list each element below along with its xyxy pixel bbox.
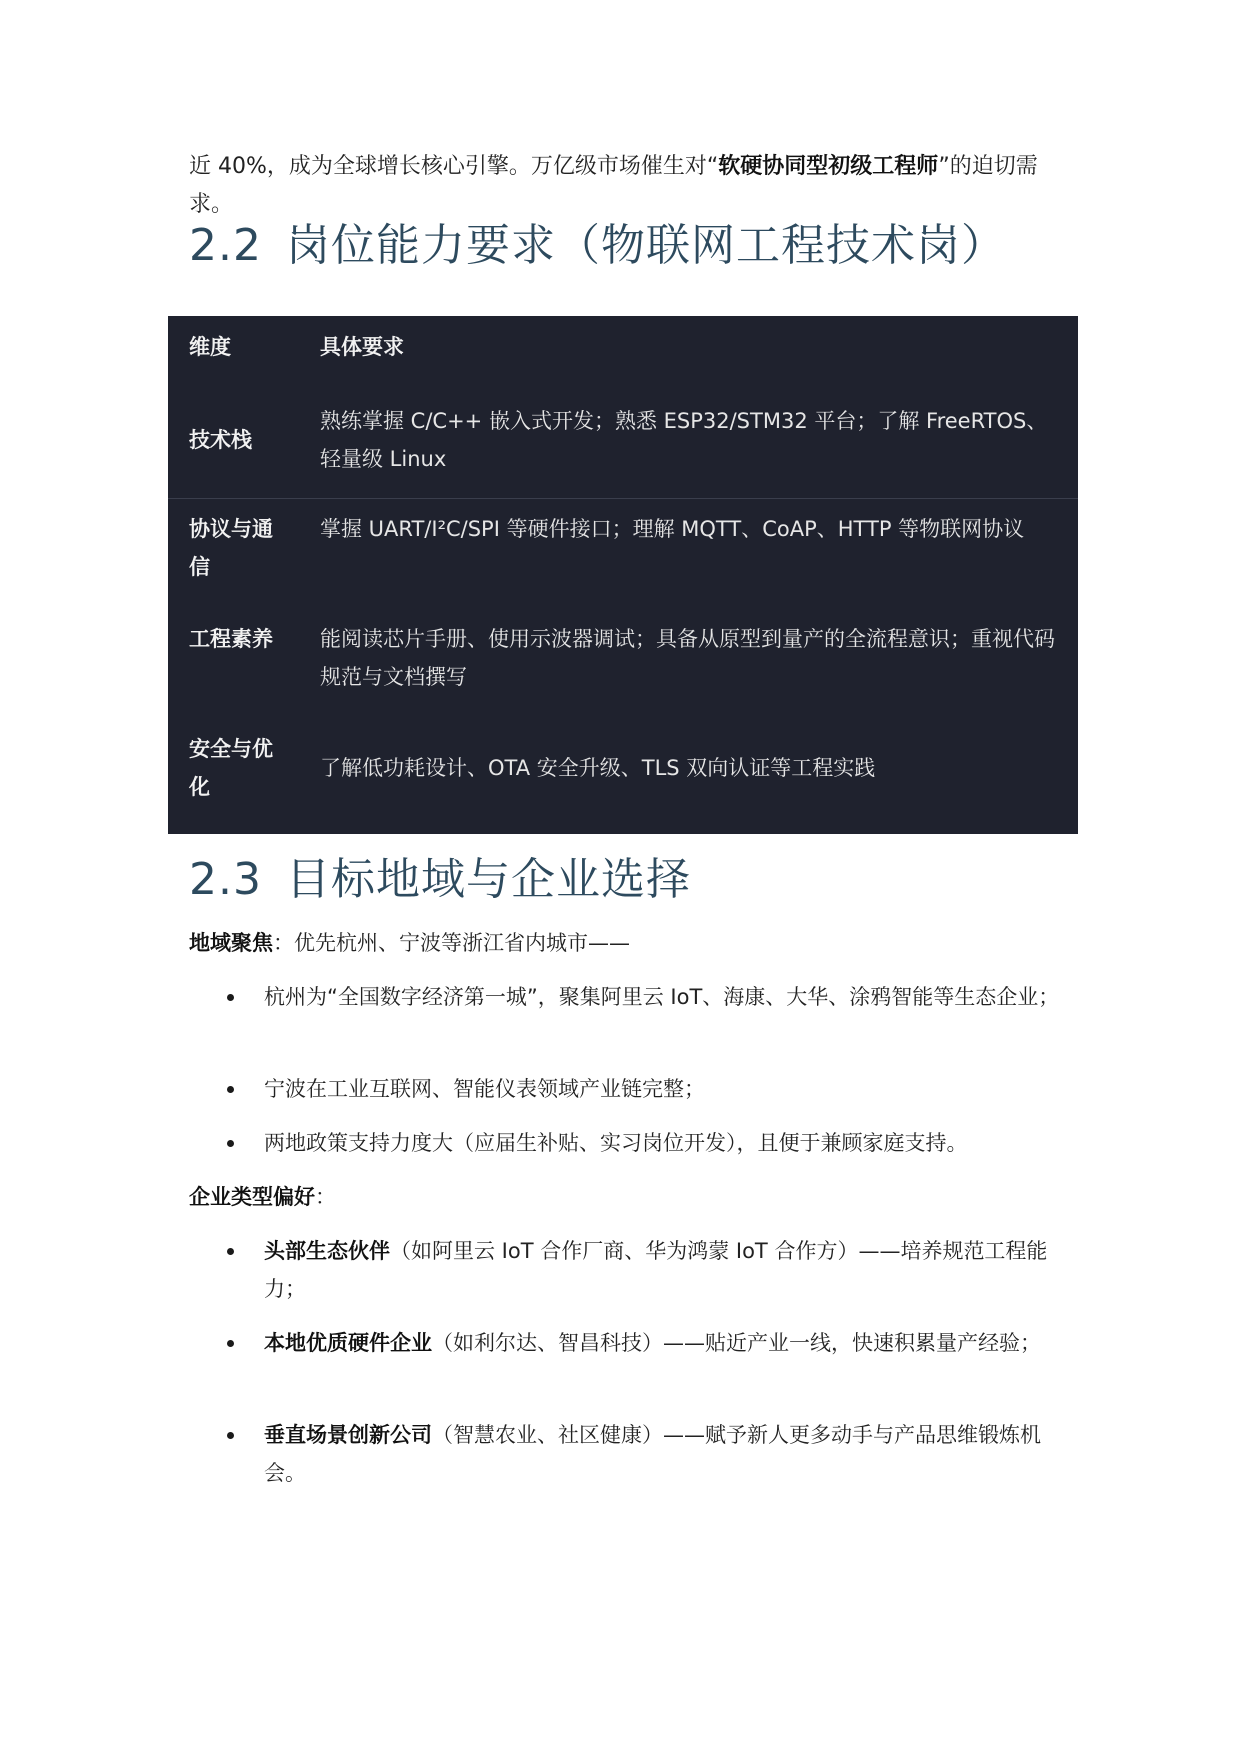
company-label-rest: ： [315, 1185, 336, 1209]
header-requirement: 具体要求 [320, 335, 404, 359]
section-number: 2.2 [189, 220, 262, 271]
section-title: 目标地域与企业选择 [285, 854, 691, 905]
section-heading-2-3 [189, 852, 691, 908]
row-value: 熟练掌握 C/C++ 嵌入式开发；熟悉 ESP32/STM32 平台；了解 FreeRTOS、轻量级 Linux [320, 409, 1048, 471]
row-key: 技术栈 [189, 428, 252, 452]
region-label [189, 924, 630, 962]
row-value: 了解低功耗设计、OTA 安全升级、TLS 双向认证等工程实践 [320, 756, 876, 780]
list-item-rest: （如阿里云 IoT 合作厂商、华为鸿蒙 IoT 合作方）——培养规范工程能力； [264, 1239, 1048, 1301]
list-item-bold: 本地优质硬件企业 [264, 1331, 432, 1355]
row-value: 掌握 UART/I²C/SPI 等硬件接口；理解 MQTT、CoAP、HTTP 等物联网协议 [320, 517, 1025, 541]
list-item-text: 宁波在工业互联网、智能仪表领域产业链完整； [264, 1077, 705, 1101]
company-label-bold: 企业类型偏好 [189, 1185, 315, 1209]
section-title: 岗位能力要求（物联网工程技术岗） [285, 220, 1006, 271]
intro-bold-text: 软硬协同型初级工程师 [718, 154, 939, 179]
list-item-bold: 头部生态伙伴 [264, 1239, 390, 1263]
bullet-icon [227, 1248, 234, 1255]
region-label-rest: ：优先杭州、宁波等浙江省内城市—— [273, 931, 630, 955]
table-header-row [168, 316, 1078, 382]
list-item-text [264, 1416, 1064, 1492]
bullet-icon [227, 1140, 234, 1147]
bullet-icon [227, 1432, 234, 1439]
table-row [168, 498, 1078, 609]
row-key: 工程素养 [189, 627, 273, 651]
intro-text-b: ”的迫切需求。 [189, 154, 1038, 217]
list-item-text [264, 1232, 1064, 1308]
section-heading-2-2 [189, 218, 1006, 274]
list-item-bold: 垂直场景创新公司 [264, 1423, 432, 1447]
row-key: 安全与优化 [189, 737, 273, 799]
bullet-icon [227, 994, 234, 1001]
table-row [168, 718, 1078, 834]
bullet-icon [227, 1086, 234, 1093]
bullet-icon [227, 1340, 234, 1347]
company-label [189, 1178, 336, 1216]
table-row [168, 608, 1078, 718]
row-key: 协议与通信 [189, 517, 273, 579]
intro-paragraph [189, 148, 1057, 224]
list-item-rest: （如利尔达、智昌科技）——贴近产业一线，快速积累量产经验； [432, 1331, 1041, 1355]
table-row [168, 382, 1078, 498]
intro-text-a: 近 40%，成为全球增长核心引擎。万亿级市场催生对“ [189, 154, 719, 179]
region-label-bold: 地域聚焦 [189, 931, 273, 955]
section-number: 2.3 [189, 854, 262, 905]
list-item-text: 两地政策支持力度大（应届生补贴、实习岗位开发），且便于兼顾家庭支持。 [264, 1131, 968, 1155]
header-dimension: 维度 [189, 335, 231, 359]
row-value: 能阅读芯片手册、使用示波器调试；具备从原型到量产的全流程意识；重视代码规范与文档撰写 [320, 627, 1055, 689]
list-item-rest: （智慧农业、社区健康）——赋予新人更多动手与产品思维锻炼机会。 [264, 1423, 1041, 1485]
list-item-text: 杭州为“全国数字经济第一城”，聚集阿里云 IoT、海康、大华、涂鸦智能等生态企业； [264, 985, 1060, 1009]
requirements-table [168, 316, 1078, 834]
list-item-text [264, 1324, 1064, 1362]
